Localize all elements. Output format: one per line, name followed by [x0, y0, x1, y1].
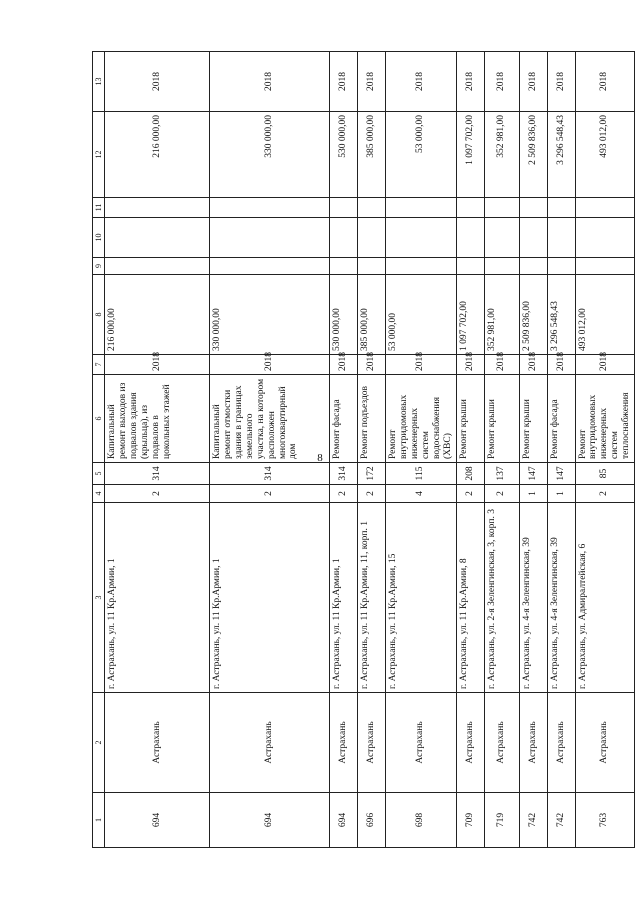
city-cell: Астрахань — [456, 693, 484, 793]
empty-cell — [386, 198, 457, 218]
work-type-cell: Капитальный ремонт отмостки здания в границах земельного участка, на котором расположен многоквартирный дом — [210, 375, 330, 463]
empty-cell — [484, 218, 519, 258]
total-cell: 385 000,00 — [358, 112, 386, 198]
column-number: 9 — [93, 258, 105, 275]
empty-cell — [519, 258, 547, 275]
empty-cell — [484, 258, 519, 275]
address-cell: г. Астрахань, ул. 11 Кр.Армии, 8 — [456, 503, 484, 693]
city-cell: Астрахань — [575, 693, 635, 793]
area-cell: 314 — [105, 463, 210, 485]
total-cell: 330 000,00 — [210, 112, 330, 198]
floors-cell: 2 — [456, 485, 484, 503]
area-cell: 314 — [210, 463, 330, 485]
empty-cell — [330, 258, 358, 275]
address-cell: г. Астрахань, ул. 4-я Зеленгинская, 39 — [547, 503, 575, 693]
city-cell: Астрахань — [105, 693, 210, 793]
empty-cell — [386, 218, 457, 258]
empty-cell — [210, 198, 330, 218]
address-cell: г. Астрахань, ул. 11 Кр.Армии, 15 — [386, 503, 457, 693]
area-cell: 147 — [547, 463, 575, 485]
empty-cell — [210, 218, 330, 258]
table-row — [484, 52, 519, 848]
empty-cell — [358, 198, 386, 218]
area-cell: 172 — [358, 463, 386, 485]
empty-cell — [547, 198, 575, 218]
empty-cell — [330, 218, 358, 258]
work-type-cell: Ремонт крыши — [484, 375, 519, 463]
total-cell: 53 000,00 — [386, 112, 457, 198]
empty-cell — [519, 198, 547, 218]
sum-cell: 53 000,00 — [386, 275, 457, 355]
year-cell: 2018 — [210, 52, 330, 112]
work-type-cell: Ремонт фасада — [330, 375, 358, 463]
work-type-cell: Ремонт внутридомовых инженерных систем теплоснабжения — [575, 375, 635, 463]
empty-cell — [484, 198, 519, 218]
work-type-cell: Ремонт фасада — [547, 375, 575, 463]
column-number: 3 — [93, 503, 105, 693]
table-row — [386, 52, 457, 848]
city-cell: Астрахань — [484, 693, 519, 793]
work-type-cell: Ремонт внутридомовых инженерных систем водоснабжения (ХВС) — [386, 375, 457, 463]
table-row — [575, 52, 635, 848]
sum-cell: 216 000,00 — [105, 275, 210, 355]
year-cell: 2018 — [547, 355, 575, 375]
area-cell: 208 — [456, 463, 484, 485]
year-cell: 2018 — [386, 52, 457, 112]
floors-cell: 2 — [575, 485, 635, 503]
floors-cell: 2 — [358, 485, 386, 503]
address-cell: г. Астрахань, ул. 11 Кр.Армии, 1 — [330, 503, 358, 693]
year-cell: 2018 — [330, 355, 358, 375]
year-cell: 2018 — [519, 52, 547, 112]
total-cell: 216 000,00 — [105, 112, 210, 198]
table-row — [358, 52, 386, 848]
year-cell: 2018 — [547, 52, 575, 112]
year-cell: 2018 — [484, 355, 519, 375]
area-cell: 85 — [575, 463, 635, 485]
column-number-row — [93, 52, 105, 848]
sum-cell: 352 981,00 — [484, 275, 519, 355]
floors-cell: 2 — [210, 485, 330, 503]
area-cell: 314 — [330, 463, 358, 485]
year-cell: 2018 — [575, 355, 635, 375]
table-row — [105, 52, 210, 848]
city-cell: Астрахань — [547, 693, 575, 793]
sum-cell: 1 097 702,00 — [456, 275, 484, 355]
empty-cell — [330, 198, 358, 218]
column-number: 4 — [93, 485, 105, 503]
object-id-cell: 696 — [358, 793, 386, 848]
object-id-cell: 742 — [519, 793, 547, 848]
year-cell: 2018 — [105, 355, 210, 375]
year-cell: 2018 — [210, 355, 330, 375]
column-number: 1 — [93, 793, 105, 848]
address-cell: г. Астрахань, ул. 4-я Зеленгинская, 39 — [519, 503, 547, 693]
city-cell: Астрахань — [386, 693, 457, 793]
area-cell: 115 — [386, 463, 457, 485]
table-row — [456, 52, 484, 848]
sum-cell: 2 509 836,00 — [519, 275, 547, 355]
floors-cell: 2 — [330, 485, 358, 503]
empty-cell — [105, 198, 210, 218]
table-row — [547, 52, 575, 848]
table-row — [330, 52, 358, 848]
total-cell: 1 097 702,00 — [456, 112, 484, 198]
empty-cell — [358, 258, 386, 275]
empty-cell — [456, 198, 484, 218]
repair-program-table — [92, 51, 635, 848]
empty-cell — [547, 258, 575, 275]
address-cell: г. Астрахань, ул. Адмиралтейская, 6 — [575, 503, 635, 693]
empty-cell — [519, 218, 547, 258]
year-cell: 2018 — [386, 355, 457, 375]
sum-cell: 330 000,00 — [210, 275, 330, 355]
total-cell: 493 012,00 — [575, 112, 635, 198]
work-type-cell: Капитальный ремонт выходов из подвалов здания (крыльца), из подвалов в цокольных этажей — [105, 375, 210, 463]
city-cell: Астрахань — [330, 693, 358, 793]
total-cell: 2 509 836,00 — [519, 112, 547, 198]
empty-cell — [105, 218, 210, 258]
column-number: 10 — [93, 218, 105, 258]
floors-cell: 2 — [105, 485, 210, 503]
column-number: 6 — [93, 375, 105, 463]
city-cell: Астрахань — [519, 693, 547, 793]
object-id-cell: 694 — [210, 793, 330, 848]
year-cell: 2018 — [519, 355, 547, 375]
column-number: 13 — [93, 52, 105, 112]
total-cell: 352 981,00 — [484, 112, 519, 198]
floors-cell: 4 — [386, 485, 457, 503]
work-type-cell: Ремонт крыши — [456, 375, 484, 463]
object-id-cell: 742 — [547, 793, 575, 848]
empty-cell — [575, 198, 635, 218]
address-cell: г. Астрахань, ул. 11 Кр.Армии, 1 — [105, 503, 210, 693]
column-number: 5 — [93, 463, 105, 485]
sum-cell: 3 296 548,43 — [547, 275, 575, 355]
empty-cell — [210, 258, 330, 275]
empty-cell — [358, 218, 386, 258]
object-id-cell: 709 — [456, 793, 484, 848]
column-number: 2 — [93, 693, 105, 793]
empty-cell — [456, 258, 484, 275]
year-cell: 2018 — [330, 52, 358, 112]
year-cell: 2018 — [456, 355, 484, 375]
city-cell: Астрахань — [210, 693, 330, 793]
work-type-cell: Ремонт крыши — [519, 375, 547, 463]
empty-cell — [386, 258, 457, 275]
object-id-cell: 698 — [386, 793, 457, 848]
object-id-cell: 694 — [330, 793, 358, 848]
floors-cell: 1 — [547, 485, 575, 503]
sum-cell: 493 012,00 — [575, 275, 635, 355]
floors-cell: 2 — [484, 485, 519, 503]
total-cell: 530 000,00 — [330, 112, 358, 198]
total-cell: 3 296 548,43 — [547, 112, 575, 198]
empty-cell — [575, 218, 635, 258]
page-number: 8 — [317, 452, 323, 464]
year-cell: 2018 — [575, 52, 635, 112]
city-cell: Астрахань — [358, 693, 386, 793]
area-cell: 147 — [519, 463, 547, 485]
year-cell: 2018 — [358, 355, 386, 375]
empty-cell — [105, 258, 210, 275]
address-cell: г. Астрахань, ул. 11 Кр.Армии, 1 — [210, 503, 330, 693]
work-type-cell: Ремонт подъездов — [358, 375, 386, 463]
address-cell: г. Астрахань, ул. 11 Кр.Армии, 11, корп. 1 — [358, 503, 386, 693]
table-row — [519, 52, 547, 848]
object-id-cell: 694 — [105, 793, 210, 848]
column-number: 8 — [93, 275, 105, 355]
object-id-cell: 763 — [575, 793, 635, 848]
area-cell: 137 — [484, 463, 519, 485]
table-row — [210, 52, 330, 848]
column-number: 7 — [93, 355, 105, 375]
year-cell: 2018 — [105, 52, 210, 112]
address-cell: г. Астрахань, ул. 2-я Зеленгинская, 3, корп. 3 — [484, 503, 519, 693]
column-number: 12 — [93, 112, 105, 198]
sum-cell: 530 000,00 — [330, 275, 358, 355]
column-number: 11 — [93, 198, 105, 218]
rotated-table-container — [92, 52, 632, 848]
year-cell: 2018 — [358, 52, 386, 112]
floors-cell: 1 — [519, 485, 547, 503]
empty-cell — [575, 258, 635, 275]
sum-cell: 385 000,00 — [358, 275, 386, 355]
empty-cell — [547, 218, 575, 258]
object-id-cell: 719 — [484, 793, 519, 848]
year-cell: 2018 — [456, 52, 484, 112]
empty-cell — [456, 218, 484, 258]
year-cell: 2018 — [484, 52, 519, 112]
